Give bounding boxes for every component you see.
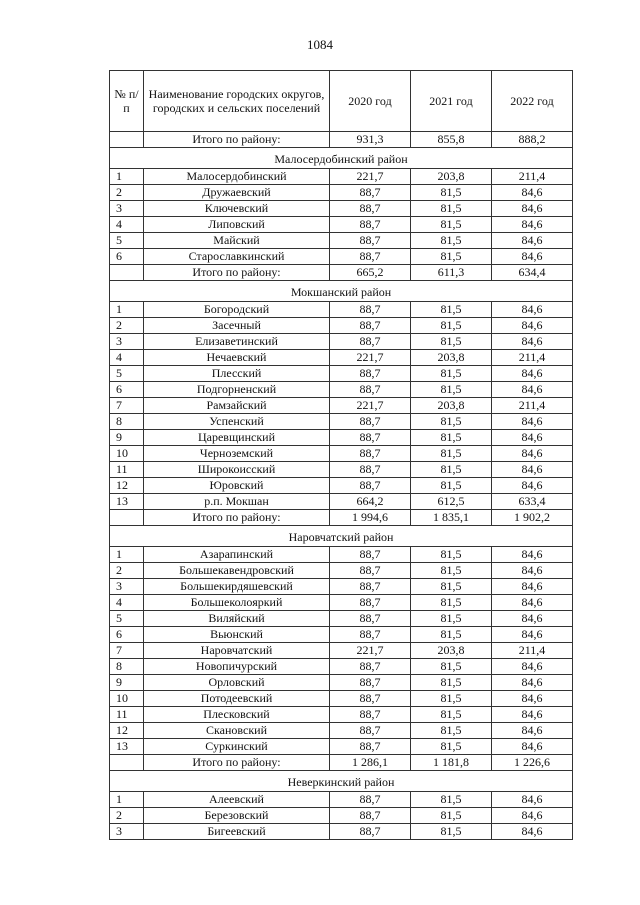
- settlement-name: Елизаветинский: [144, 334, 330, 350]
- value-2020: 88,7: [330, 334, 411, 350]
- value-2022: 84,6: [492, 366, 573, 382]
- table-row: [110, 382, 573, 398]
- row-num: 3: [110, 201, 144, 217]
- value-2020: 88,7: [330, 382, 411, 398]
- table-row: [110, 675, 573, 691]
- value-2020: 88,7: [330, 478, 411, 494]
- value-2021: 81,5: [411, 627, 492, 643]
- row-num: 11: [110, 462, 144, 478]
- value-2020: 221,7: [330, 350, 411, 366]
- value-2022: 84,6: [492, 446, 573, 462]
- row-num: 3: [110, 824, 144, 840]
- settlement-name: Потодеевский: [144, 691, 330, 707]
- value-2021: 81,5: [411, 302, 492, 318]
- row-num: 7: [110, 398, 144, 414]
- table-row: [110, 808, 573, 824]
- row-num: 10: [110, 446, 144, 462]
- row-num: 13: [110, 739, 144, 755]
- settlement-name: Березовский: [144, 808, 330, 824]
- header-2020: 2020 год: [330, 71, 411, 132]
- row-num: 5: [110, 611, 144, 627]
- value-2021: 203,8: [411, 398, 492, 414]
- value-2020: 221,7: [330, 398, 411, 414]
- page-number: 1084: [307, 37, 333, 52]
- settlement-name: Липовский: [144, 217, 330, 233]
- value-2022: 84,6: [492, 302, 573, 318]
- row-num: [110, 755, 144, 771]
- row-num: 1: [110, 547, 144, 563]
- table-row: [110, 217, 573, 233]
- district-name: Неверкинский район: [110, 771, 573, 792]
- value-2020: 88,7: [330, 808, 411, 824]
- settlement-name: Старославкинский: [144, 249, 330, 265]
- row-num: 2: [110, 563, 144, 579]
- value-2020: 88,7: [330, 563, 411, 579]
- value-2022: 84,6: [492, 547, 573, 563]
- value-2020: 88,7: [330, 462, 411, 478]
- value-2020: 88,7: [330, 233, 411, 249]
- value-2022: 1 226,6: [492, 755, 573, 771]
- row-num: [110, 510, 144, 526]
- value-2020: 88,7: [330, 739, 411, 755]
- value-2022: 888,2: [492, 132, 573, 148]
- value-2022: 211,4: [492, 398, 573, 414]
- settlement-name: Алеевский: [144, 792, 330, 808]
- value-2022: 84,6: [492, 611, 573, 627]
- total-row: [110, 132, 573, 148]
- value-2020: 1 994,6: [330, 510, 411, 526]
- value-2021: 81,5: [411, 233, 492, 249]
- district-header-row: [110, 148, 573, 169]
- value-2022: 84,6: [492, 185, 573, 201]
- value-2022: 634,4: [492, 265, 573, 281]
- total-label: Итого по району:: [144, 510, 330, 526]
- value-2022: 84,6: [492, 563, 573, 579]
- row-num: 4: [110, 350, 144, 366]
- table-row: [110, 201, 573, 217]
- table-row: [110, 659, 573, 675]
- header-num: № п/п: [110, 71, 144, 132]
- table-row: [110, 185, 573, 201]
- value-2022: 84,6: [492, 217, 573, 233]
- table-header-row: [110, 71, 573, 132]
- table-row: [110, 595, 573, 611]
- value-2020: 88,7: [330, 201, 411, 217]
- value-2020: 88,7: [330, 318, 411, 334]
- settlement-name: Азарапинский: [144, 547, 330, 563]
- settlement-name: Плесский: [144, 366, 330, 382]
- table-row: [110, 627, 573, 643]
- value-2021: 81,5: [411, 430, 492, 446]
- value-2022: 633,4: [492, 494, 573, 510]
- total-label: Итого по району:: [144, 755, 330, 771]
- settlement-name: Подгорненский: [144, 382, 330, 398]
- value-2021: 612,5: [411, 494, 492, 510]
- settlement-name: Царевщинский: [144, 430, 330, 446]
- settlement-name: Большеколояркий: [144, 595, 330, 611]
- row-num: 12: [110, 723, 144, 739]
- value-2020: 88,7: [330, 595, 411, 611]
- table-row: [110, 792, 573, 808]
- value-2022: 84,6: [492, 824, 573, 840]
- value-2022: 84,6: [492, 430, 573, 446]
- row-num: 2: [110, 185, 144, 201]
- district-name: Наровчатский район: [110, 526, 573, 547]
- table-row: [110, 318, 573, 334]
- table-row: [110, 414, 573, 430]
- row-num: 6: [110, 249, 144, 265]
- value-2020: 88,7: [330, 249, 411, 265]
- value-2020: 88,7: [330, 707, 411, 723]
- table-row: [110, 446, 573, 462]
- value-2021: 81,5: [411, 659, 492, 675]
- row-num: 5: [110, 233, 144, 249]
- settlement-name: Виляйский: [144, 611, 330, 627]
- table-row: [110, 249, 573, 265]
- table-row: [110, 494, 573, 510]
- row-num: [110, 132, 144, 148]
- value-2020: 88,7: [330, 611, 411, 627]
- value-2020: 88,7: [330, 366, 411, 382]
- value-2022: 211,4: [492, 169, 573, 185]
- value-2020: 88,7: [330, 691, 411, 707]
- value-2022: 84,6: [492, 627, 573, 643]
- row-num: 4: [110, 217, 144, 233]
- value-2022: 84,6: [492, 334, 573, 350]
- value-2021: 81,5: [411, 691, 492, 707]
- value-2022: 84,6: [492, 201, 573, 217]
- row-num: 12: [110, 478, 144, 494]
- value-2021: 81,5: [411, 201, 492, 217]
- row-num: 6: [110, 627, 144, 643]
- settlement-name: Засечный: [144, 318, 330, 334]
- value-2022: 84,6: [492, 478, 573, 494]
- settlement-name: Майский: [144, 233, 330, 249]
- table-row: [110, 302, 573, 318]
- value-2022: 84,6: [492, 675, 573, 691]
- settlement-name: Успенский: [144, 414, 330, 430]
- table-row: [110, 233, 573, 249]
- table-row: [110, 478, 573, 494]
- settlement-name: Наровчатский: [144, 643, 330, 659]
- row-num: [110, 265, 144, 281]
- settlement-name: Нечаевский: [144, 350, 330, 366]
- value-2020: 88,7: [330, 446, 411, 462]
- table-row: [110, 707, 573, 723]
- value-2021: 81,5: [411, 707, 492, 723]
- row-num: 8: [110, 659, 144, 675]
- table-row: [110, 739, 573, 755]
- total-label: Итого по району:: [144, 132, 330, 148]
- value-2022: 84,6: [492, 691, 573, 707]
- settlement-name: Богородский: [144, 302, 330, 318]
- table-body: [110, 132, 573, 840]
- settlement-name: Черноземский: [144, 446, 330, 462]
- value-2021: 81,5: [411, 366, 492, 382]
- table-row: [110, 611, 573, 627]
- row-num: 3: [110, 334, 144, 350]
- row-num: 8: [110, 414, 144, 430]
- value-2020: 88,7: [330, 824, 411, 840]
- value-2022: 84,6: [492, 579, 573, 595]
- settlement-name: Юровский: [144, 478, 330, 494]
- district-header-row: [110, 526, 573, 547]
- header-name: Наименование городских округов, городских и сельских поселений: [144, 71, 330, 132]
- settlement-name: Бигеевский: [144, 824, 330, 840]
- value-2022: 84,6: [492, 659, 573, 675]
- value-2020: 664,2: [330, 494, 411, 510]
- value-2020: 88,7: [330, 185, 411, 201]
- table-row: [110, 462, 573, 478]
- table-row: [110, 430, 573, 446]
- table-row: [110, 366, 573, 382]
- value-2021: 81,5: [411, 808, 492, 824]
- value-2021: 203,8: [411, 169, 492, 185]
- value-2021: 1 181,8: [411, 755, 492, 771]
- district-name: Мокшанский район: [110, 281, 573, 302]
- settlement-name: Новопичурский: [144, 659, 330, 675]
- value-2022: 84,6: [492, 382, 573, 398]
- district-name: Малосердобинский район: [110, 148, 573, 169]
- value-2021: 81,5: [411, 675, 492, 691]
- row-num: 3: [110, 579, 144, 595]
- row-num: 4: [110, 595, 144, 611]
- value-2021: 855,8: [411, 132, 492, 148]
- value-2020: 88,7: [330, 302, 411, 318]
- value-2021: 81,5: [411, 446, 492, 462]
- value-2021: 81,5: [411, 414, 492, 430]
- value-2020: 221,7: [330, 169, 411, 185]
- district-header-row: [110, 771, 573, 792]
- value-2022: 84,6: [492, 318, 573, 334]
- value-2020: 1 286,1: [330, 755, 411, 771]
- table-row: [110, 691, 573, 707]
- value-2020: 88,7: [330, 430, 411, 446]
- value-2021: 81,5: [411, 382, 492, 398]
- value-2021: 611,3: [411, 265, 492, 281]
- value-2022: 211,4: [492, 350, 573, 366]
- table-row: [110, 169, 573, 185]
- value-2020: 88,7: [330, 217, 411, 233]
- value-2022: 84,6: [492, 462, 573, 478]
- row-num: 6: [110, 382, 144, 398]
- value-2021: 81,5: [411, 547, 492, 563]
- table-row: [110, 547, 573, 563]
- settlement-name: Плесковский: [144, 707, 330, 723]
- value-2020: 88,7: [330, 675, 411, 691]
- value-2022: 211,4: [492, 643, 573, 659]
- value-2022: 84,6: [492, 808, 573, 824]
- value-2021: 203,8: [411, 643, 492, 659]
- table-row: [110, 563, 573, 579]
- row-num: 1: [110, 169, 144, 185]
- value-2021: 81,5: [411, 739, 492, 755]
- total-row: [110, 510, 573, 526]
- district-header-row: [110, 281, 573, 302]
- row-num: 5: [110, 366, 144, 382]
- value-2021: 81,5: [411, 824, 492, 840]
- value-2022: 84,6: [492, 233, 573, 249]
- value-2021: 81,5: [411, 318, 492, 334]
- settlement-name: Большекирдяшевский: [144, 579, 330, 595]
- table-row: [110, 350, 573, 366]
- value-2022: 84,6: [492, 595, 573, 611]
- value-2022: 84,6: [492, 739, 573, 755]
- value-2020: 88,7: [330, 792, 411, 808]
- value-2021: 81,5: [411, 478, 492, 494]
- row-num: 7: [110, 643, 144, 659]
- value-2022: 84,6: [492, 249, 573, 265]
- value-2021: 81,5: [411, 723, 492, 739]
- value-2021: 1 835,1: [411, 510, 492, 526]
- row-num: 13: [110, 494, 144, 510]
- total-label: Итого по району:: [144, 265, 330, 281]
- table-row: [110, 643, 573, 659]
- table-row: [110, 334, 573, 350]
- value-2020: 88,7: [330, 414, 411, 430]
- value-2021: 81,5: [411, 217, 492, 233]
- settlement-name: Широкоисский: [144, 462, 330, 478]
- table-row: [110, 579, 573, 595]
- value-2021: 81,5: [411, 249, 492, 265]
- row-num: 2: [110, 318, 144, 334]
- settlement-name: Малосердобинский: [144, 169, 330, 185]
- value-2021: 81,5: [411, 792, 492, 808]
- value-2020: 931,3: [330, 132, 411, 148]
- value-2020: 88,7: [330, 659, 411, 675]
- value-2020: 88,7: [330, 627, 411, 643]
- value-2021: 81,5: [411, 185, 492, 201]
- value-2021: 81,5: [411, 334, 492, 350]
- value-2020: 665,2: [330, 265, 411, 281]
- value-2020: 88,7: [330, 723, 411, 739]
- value-2021: 81,5: [411, 595, 492, 611]
- settlement-name: Скановский: [144, 723, 330, 739]
- row-num: 9: [110, 430, 144, 446]
- table-row: [110, 723, 573, 739]
- table-row: [110, 824, 573, 840]
- value-2021: 81,5: [411, 579, 492, 595]
- value-2020: 88,7: [330, 579, 411, 595]
- value-2022: 84,6: [492, 723, 573, 739]
- settlement-name: Большекавендровский: [144, 563, 330, 579]
- value-2022: 84,6: [492, 707, 573, 723]
- row-num: 1: [110, 302, 144, 318]
- total-row: [110, 265, 573, 281]
- value-2022: 84,6: [492, 792, 573, 808]
- value-2021: 81,5: [411, 462, 492, 478]
- value-2021: 203,8: [411, 350, 492, 366]
- settlement-name: Рамзайский: [144, 398, 330, 414]
- value-2020: 221,7: [330, 643, 411, 659]
- settlement-name: р.п. Мокшан: [144, 494, 330, 510]
- table-row: [110, 398, 573, 414]
- row-num: 11: [110, 707, 144, 723]
- settlement-name: Орловский: [144, 675, 330, 691]
- header-2022: 2022 год: [492, 71, 573, 132]
- total-row: [110, 755, 573, 771]
- row-num: 10: [110, 691, 144, 707]
- settlement-name: Вьюнский: [144, 627, 330, 643]
- settlement-name: Ключевский: [144, 201, 330, 217]
- settlement-name: Суркинский: [144, 739, 330, 755]
- row-num: 2: [110, 808, 144, 824]
- value-2022: 1 902,2: [492, 510, 573, 526]
- row-num: 1: [110, 792, 144, 808]
- value-2022: 84,6: [492, 414, 573, 430]
- allocation-table: [109, 70, 573, 840]
- value-2021: 81,5: [411, 563, 492, 579]
- value-2021: 81,5: [411, 611, 492, 627]
- value-2020: 88,7: [330, 547, 411, 563]
- header-2021: 2021 год: [411, 71, 492, 132]
- settlement-name: Дружаевский: [144, 185, 330, 201]
- row-num: 9: [110, 675, 144, 691]
